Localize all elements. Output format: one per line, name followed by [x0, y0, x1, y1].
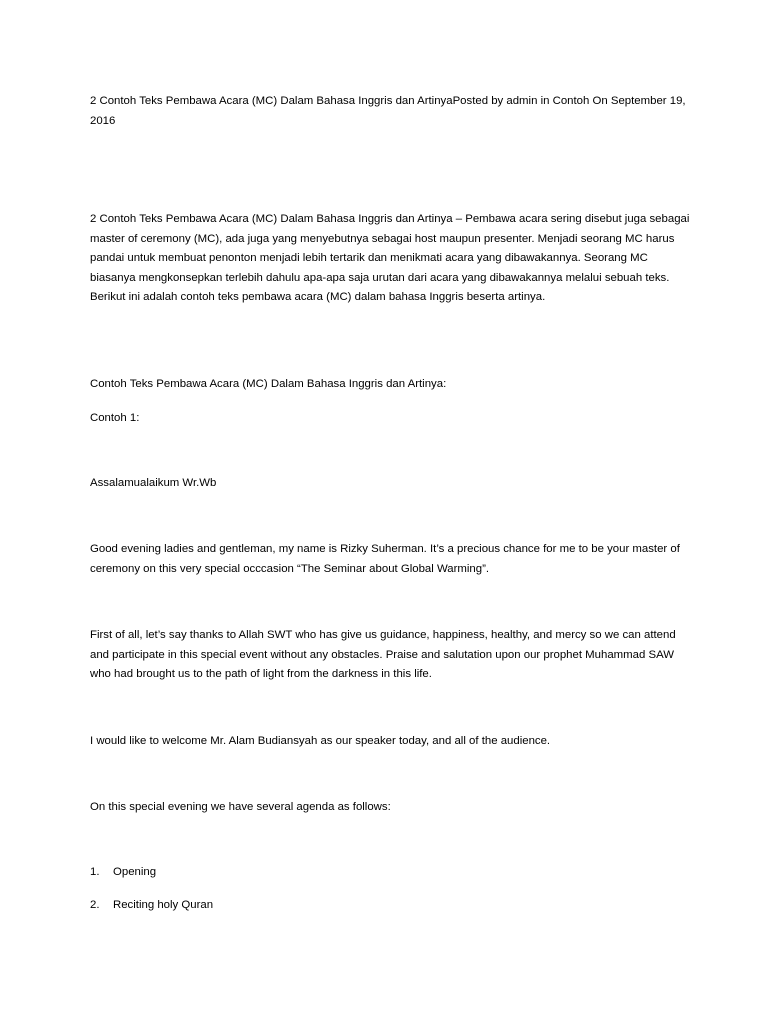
- agenda-item-label: Reciting holy Quran: [113, 899, 214, 911]
- agenda-list-item: [90, 863, 690, 883]
- section-heading: Contoh Teks Pembawa Acara (MC) Dalam Bahasa Inggris dan Artinya:: [90, 378, 447, 390]
- agenda-item-number: 2.: [90, 899, 100, 911]
- example-label: Contoh 1:: [90, 412, 140, 424]
- document-title-line: 2 Contoh Teks Pembawa Acara (MC) Dalam Bahasa Inggris dan ArtinyaPosted by admin in Contoh On September 19, 2016: [90, 95, 686, 127]
- agenda-item-label: Opening: [113, 866, 157, 878]
- greeting-line: Assalamualaikum Wr.Wb: [90, 477, 217, 489]
- mc-intro-paragraph: Good evening ladies and gentleman, my name is Rizky Suherman. It’s a precious chance for me to be your master of ceremony on this very special occcasion “The Seminar about Global Warming”.: [90, 543, 680, 575]
- agenda-intro-paragraph: On this special evening we have several agenda as follows:: [90, 801, 391, 813]
- agenda-item-number: 1.: [90, 866, 100, 878]
- intro-paragraph: 2 Contoh Teks Pembawa Acara (MC) Dalam Bahasa Inggris dan Artinya – Pembawa acara sering disebut juga sebagai master of ceremony (MC), ada juga yang menyebutnya sebagai host maupun presenter. Menjadi seorang MC harus pandai untuk membuat penonton menjadi lebih tertarik dan menikmati acara yang dibawakannya. Seorang MC biasanya mengkonsepkan terlebih dahulu apa-apa saja urutan dari acara yang dibawakannya melalui sebuah teks. Berikut ini adalah contoh teks pembawa acara (MC) dalam bahasa Inggris beserta artinya.: [90, 213, 690, 304]
- agenda-list-item: [90, 896, 690, 916]
- welcome-paragraph: I would like to welcome Mr. Alam Budiansyah as our speaker today, and all of the audience.: [90, 735, 551, 747]
- thanks-paragraph: First of all, let’s say thanks to Allah SWT who has give us guidance, happiness, healthy, and mercy so we can attend and participate in this special event without any obstacles. Praise and salutation upon our prophet Muhammad SAW who had brought us to the path of light from the darkness in this life.: [90, 629, 676, 681]
